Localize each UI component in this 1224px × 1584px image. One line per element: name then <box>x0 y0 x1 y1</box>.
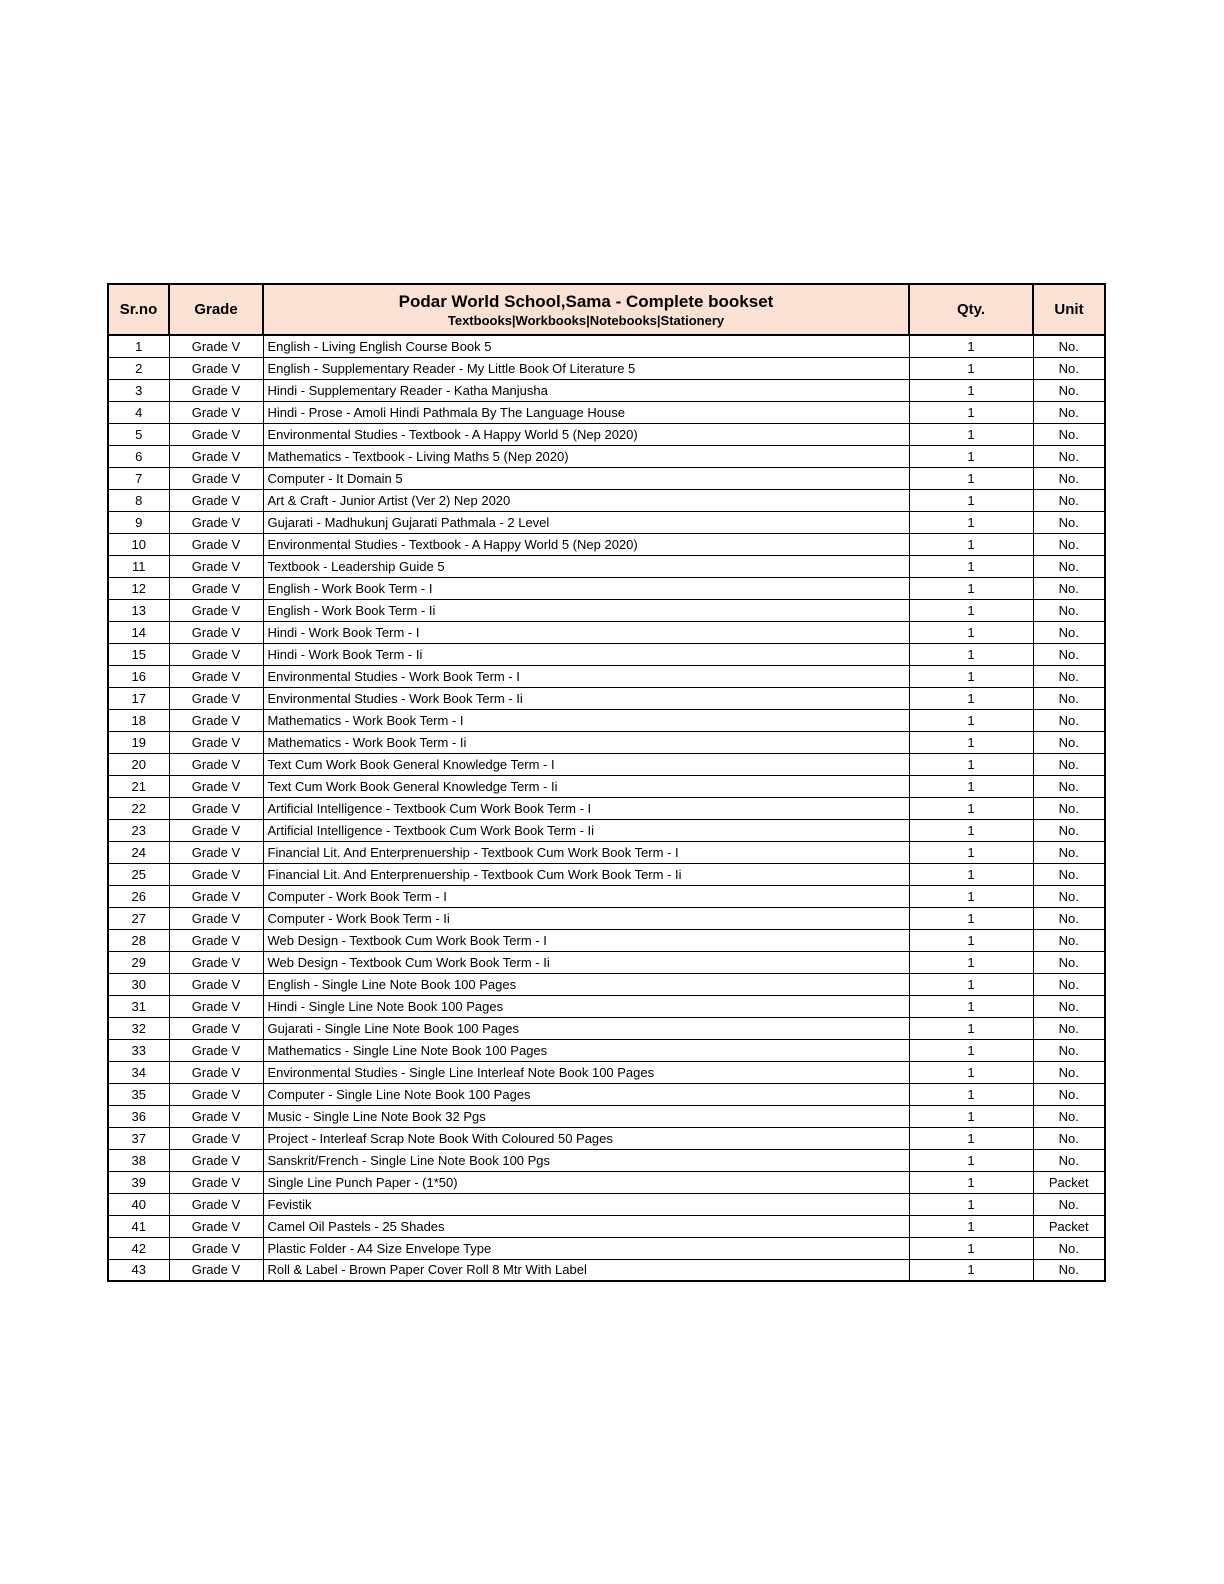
grade-cell: Grade V <box>169 885 263 907</box>
item-cell: Art & Craft - Junior Artist (Ver 2) Nep 2020 <box>263 489 909 511</box>
bookset-table <box>107 283 1106 1282</box>
table-row <box>108 621 1105 643</box>
item-cell: Artificial Intelligence - Textbook Cum Work Book Term - Ii <box>263 819 909 841</box>
qty-cell: 1 <box>909 1105 1033 1127</box>
qty-cell: 1 <box>909 687 1033 709</box>
table-row <box>108 1171 1105 1193</box>
unit-cell: No. <box>1033 775 1105 797</box>
table-row <box>108 665 1105 687</box>
grade-cell: Grade V <box>169 1149 263 1171</box>
item-cell: Sanskrit/French - Single Line Note Book 100 Pgs <box>263 1149 909 1171</box>
qty-cell: 1 <box>909 555 1033 577</box>
unit-cell: No. <box>1033 511 1105 533</box>
table-row <box>108 511 1105 533</box>
srno-cell: 8 <box>108 489 169 511</box>
item-cell: Computer - Single Line Note Book 100 Pages <box>263 1083 909 1105</box>
item-cell: Gujarati - Madhukunj Gujarati Pathmala - 2 Level <box>263 511 909 533</box>
unit-cell: No. <box>1033 863 1105 885</box>
grade-cell: Grade V <box>169 907 263 929</box>
grade-cell: Grade V <box>169 335 263 357</box>
grade-cell: Grade V <box>169 863 263 885</box>
qty-cell: 1 <box>909 841 1033 863</box>
item-cell: Hindi - Supplementary Reader - Katha Manjusha <box>263 379 909 401</box>
grade-cell: Grade V <box>169 511 263 533</box>
srno-cell: 28 <box>108 929 169 951</box>
item-cell: English - Living English Course Book 5 <box>263 335 909 357</box>
table-row <box>108 1017 1105 1039</box>
item-cell: Computer - Work Book Term - Ii <box>263 907 909 929</box>
qty-cell: 1 <box>909 489 1033 511</box>
table-row <box>108 951 1105 973</box>
qty-cell: 1 <box>909 445 1033 467</box>
grade-cell: Grade V <box>169 731 263 753</box>
qty-cell: 1 <box>909 907 1033 929</box>
item-cell: English - Work Book Term - I <box>263 577 909 599</box>
item-cell: Hindi - Prose - Amoli Hindi Pathmala By The Language House <box>263 401 909 423</box>
column-header-srno: Sr.no <box>108 284 169 335</box>
srno-cell: 23 <box>108 819 169 841</box>
table-row <box>108 929 1105 951</box>
column-header-grade: Grade <box>169 284 263 335</box>
grade-cell: Grade V <box>169 709 263 731</box>
table-row <box>108 1193 1105 1215</box>
item-cell: Textbook - Leadership Guide 5 <box>263 555 909 577</box>
table-row <box>108 401 1105 423</box>
item-cell: Environmental Studies - Textbook - A Happy World 5 (Nep 2020) <box>263 423 909 445</box>
srno-cell: 31 <box>108 995 169 1017</box>
item-cell: Music - Single Line Note Book 32 Pgs <box>263 1105 909 1127</box>
item-cell: Fevistik <box>263 1193 909 1215</box>
qty-cell: 1 <box>909 1039 1033 1061</box>
grade-cell: Grade V <box>169 401 263 423</box>
unit-cell: No. <box>1033 841 1105 863</box>
grade-cell: Grade V <box>169 1215 263 1237</box>
unit-cell: No. <box>1033 753 1105 775</box>
srno-cell: 15 <box>108 643 169 665</box>
unit-cell: No. <box>1033 973 1105 995</box>
table-row <box>108 995 1105 1017</box>
unit-cell: No. <box>1033 709 1105 731</box>
unit-cell: No. <box>1033 643 1105 665</box>
table-row <box>108 1149 1105 1171</box>
table-row <box>108 1039 1105 1061</box>
srno-cell: 6 <box>108 445 169 467</box>
item-cell: Financial Lit. And Enterprenuership - Textbook Cum Work Book Term - Ii <box>263 863 909 885</box>
qty-cell: 1 <box>909 929 1033 951</box>
item-cell: Financial Lit. And Enterprenuership - Textbook Cum Work Book Term - I <box>263 841 909 863</box>
qty-cell: 1 <box>909 577 1033 599</box>
unit-cell: No. <box>1033 621 1105 643</box>
srno-cell: 42 <box>108 1237 169 1259</box>
unit-cell: No. <box>1033 1017 1105 1039</box>
column-header-unit: Unit <box>1033 284 1105 335</box>
qty-cell: 1 <box>909 1149 1033 1171</box>
table-row <box>108 445 1105 467</box>
table-row <box>108 1259 1105 1281</box>
qty-cell: 1 <box>909 775 1033 797</box>
qty-cell: 1 <box>909 621 1033 643</box>
unit-cell: No. <box>1033 1105 1105 1127</box>
srno-cell: 37 <box>108 1127 169 1149</box>
qty-cell: 1 <box>909 599 1033 621</box>
grade-cell: Grade V <box>169 423 263 445</box>
unit-cell: No. <box>1033 379 1105 401</box>
unit-cell: No. <box>1033 929 1105 951</box>
srno-cell: 10 <box>108 533 169 555</box>
unit-cell: No. <box>1033 1193 1105 1215</box>
table-row <box>108 819 1105 841</box>
grade-cell: Grade V <box>169 841 263 863</box>
item-cell: Camel Oil Pastels - 25 Shades <box>263 1215 909 1237</box>
qty-cell: 1 <box>909 401 1033 423</box>
srno-cell: 9 <box>108 511 169 533</box>
grade-cell: Grade V <box>169 1039 263 1061</box>
table-row <box>108 489 1105 511</box>
unit-cell: No. <box>1033 577 1105 599</box>
srno-cell: 33 <box>108 1039 169 1061</box>
grade-cell: Grade V <box>169 819 263 841</box>
grade-cell: Grade V <box>169 929 263 951</box>
item-cell: Project - Interleaf Scrap Note Book With Coloured 50 Pages <box>263 1127 909 1149</box>
srno-cell: 43 <box>108 1259 169 1281</box>
unit-cell: No. <box>1033 533 1105 555</box>
table-row <box>108 335 1105 357</box>
qty-cell: 1 <box>909 335 1033 357</box>
item-cell: English - Supplementary Reader - My Little Book Of Literature 5 <box>263 357 909 379</box>
grade-cell: Grade V <box>169 753 263 775</box>
grade-cell: Grade V <box>169 951 263 973</box>
item-cell: Hindi - Work Book Term - I <box>263 621 909 643</box>
item-cell: Hindi - Work Book Term - Ii <box>263 643 909 665</box>
item-cell: Web Design - Textbook Cum Work Book Term - I <box>263 929 909 951</box>
unit-cell: Packet <box>1033 1171 1105 1193</box>
item-cell: Mathematics - Textbook - Living Maths 5 (Nep 2020) <box>263 445 909 467</box>
unit-cell: No. <box>1033 797 1105 819</box>
grade-cell: Grade V <box>169 665 263 687</box>
qty-cell: 1 <box>909 885 1033 907</box>
qty-cell: 1 <box>909 665 1033 687</box>
table-title: Podar World School,Sama - Complete bookset <box>398 291 774 311</box>
table-subtitle: Textbooks|Workbooks|Notebooks|Stationery <box>447 312 725 328</box>
table-body <box>108 335 1105 1281</box>
grade-cell: Grade V <box>169 621 263 643</box>
unit-cell: No. <box>1033 1259 1105 1281</box>
unit-cell: No. <box>1033 467 1105 489</box>
srno-cell: 14 <box>108 621 169 643</box>
unit-cell: No. <box>1033 1149 1105 1171</box>
qty-cell: 1 <box>909 643 1033 665</box>
table-row <box>108 357 1105 379</box>
table-row <box>108 577 1105 599</box>
table-row <box>108 467 1105 489</box>
unit-cell: No. <box>1033 819 1105 841</box>
srno-cell: 24 <box>108 841 169 863</box>
unit-cell: No. <box>1033 687 1105 709</box>
table-row <box>108 1061 1105 1083</box>
qty-cell: 1 <box>909 995 1033 1017</box>
item-cell: English - Work Book Term - Ii <box>263 599 909 621</box>
grade-cell: Grade V <box>169 1259 263 1281</box>
table-header <box>108 284 1105 335</box>
srno-cell: 19 <box>108 731 169 753</box>
srno-cell: 30 <box>108 973 169 995</box>
unit-cell: Packet <box>1033 1215 1105 1237</box>
srno-cell: 39 <box>108 1171 169 1193</box>
table-row <box>108 775 1105 797</box>
srno-cell: 41 <box>108 1215 169 1237</box>
grade-cell: Grade V <box>169 599 263 621</box>
grade-cell: Grade V <box>169 445 263 467</box>
unit-cell: No. <box>1033 951 1105 973</box>
grade-cell: Grade V <box>169 555 263 577</box>
item-cell: Computer - Work Book Term - I <box>263 885 909 907</box>
unit-cell: No. <box>1033 357 1105 379</box>
qty-cell: 1 <box>909 1237 1033 1259</box>
item-cell: Environmental Studies - Work Book Term - I <box>263 665 909 687</box>
srno-cell: 21 <box>108 775 169 797</box>
table-row <box>108 1215 1105 1237</box>
qty-cell: 1 <box>909 1017 1033 1039</box>
qty-cell: 1 <box>909 951 1033 973</box>
unit-cell: No. <box>1033 423 1105 445</box>
table-row <box>108 687 1105 709</box>
srno-cell: 32 <box>108 1017 169 1039</box>
srno-cell: 18 <box>108 709 169 731</box>
item-cell: Environmental Studies - Work Book Term - Ii <box>263 687 909 709</box>
qty-cell: 1 <box>909 1215 1033 1237</box>
unit-cell: No. <box>1033 401 1105 423</box>
table-row <box>108 907 1105 929</box>
table-row <box>108 1237 1105 1259</box>
table-row <box>108 379 1105 401</box>
qty-cell: 1 <box>909 1127 1033 1149</box>
qty-cell: 1 <box>909 1259 1033 1281</box>
item-cell: Artificial Intelligence - Textbook Cum Work Book Term - I <box>263 797 909 819</box>
unit-cell: No. <box>1033 665 1105 687</box>
column-header-title <box>263 284 909 335</box>
grade-cell: Grade V <box>169 643 263 665</box>
qty-cell: 1 <box>909 1083 1033 1105</box>
item-cell: Gujarati - Single Line Note Book 100 Pages <box>263 1017 909 1039</box>
item-cell: Environmental Studies - Single Line Interleaf Note Book 100 Pages <box>263 1061 909 1083</box>
column-header-qty: Qty. <box>909 284 1033 335</box>
unit-cell: No. <box>1033 489 1105 511</box>
item-cell: Environmental Studies - Textbook - A Happy World 5 (Nep 2020) <box>263 533 909 555</box>
qty-cell: 1 <box>909 819 1033 841</box>
table-row <box>108 797 1105 819</box>
unit-cell: No. <box>1033 995 1105 1017</box>
grade-cell: Grade V <box>169 687 263 709</box>
table-row <box>108 555 1105 577</box>
srno-cell: 3 <box>108 379 169 401</box>
unit-cell: No. <box>1033 1127 1105 1149</box>
qty-cell: 1 <box>909 357 1033 379</box>
unit-cell: No. <box>1033 335 1105 357</box>
unit-cell: No. <box>1033 907 1105 929</box>
grade-cell: Grade V <box>169 797 263 819</box>
qty-cell: 1 <box>909 467 1033 489</box>
table-row <box>108 885 1105 907</box>
srno-cell: 4 <box>108 401 169 423</box>
table-row <box>108 753 1105 775</box>
table-row <box>108 643 1105 665</box>
table-row <box>108 423 1105 445</box>
srno-cell: 40 <box>108 1193 169 1215</box>
srno-cell: 25 <box>108 863 169 885</box>
qty-cell: 1 <box>909 379 1033 401</box>
qty-cell: 1 <box>909 797 1033 819</box>
srno-cell: 38 <box>108 1149 169 1171</box>
grade-cell: Grade V <box>169 1061 263 1083</box>
grade-cell: Grade V <box>169 379 263 401</box>
qty-cell: 1 <box>909 709 1033 731</box>
grade-cell: Grade V <box>169 775 263 797</box>
item-cell: English - Single Line Note Book 100 Pages <box>263 973 909 995</box>
item-cell: Mathematics - Work Book Term - I <box>263 709 909 731</box>
grade-cell: Grade V <box>169 1105 263 1127</box>
table-row <box>108 1083 1105 1105</box>
unit-cell: No. <box>1033 555 1105 577</box>
qty-cell: 1 <box>909 731 1033 753</box>
table-header-row <box>108 284 1105 335</box>
grade-cell: Grade V <box>169 1127 263 1149</box>
srno-cell: 2 <box>108 357 169 379</box>
item-cell: Text Cum Work Book General Knowledge Term - I <box>263 753 909 775</box>
srno-cell: 36 <box>108 1105 169 1127</box>
srno-cell: 34 <box>108 1061 169 1083</box>
table-row <box>108 533 1105 555</box>
unit-cell: No. <box>1033 599 1105 621</box>
srno-cell: 5 <box>108 423 169 445</box>
grade-cell: Grade V <box>169 533 263 555</box>
srno-cell: 1 <box>108 335 169 357</box>
table-row <box>108 709 1105 731</box>
srno-cell: 16 <box>108 665 169 687</box>
srno-cell: 12 <box>108 577 169 599</box>
item-cell: Web Design - Textbook Cum Work Book Term - Ii <box>263 951 909 973</box>
grade-cell: Grade V <box>169 577 263 599</box>
grade-cell: Grade V <box>169 1193 263 1215</box>
qty-cell: 1 <box>909 423 1033 445</box>
item-cell: Mathematics - Work Book Term - Ii <box>263 731 909 753</box>
item-cell: Single Line Punch Paper - (1*50) <box>263 1171 909 1193</box>
unit-cell: No. <box>1033 731 1105 753</box>
qty-cell: 1 <box>909 1171 1033 1193</box>
grade-cell: Grade V <box>169 1017 263 1039</box>
srno-cell: 29 <box>108 951 169 973</box>
table-row <box>108 731 1105 753</box>
qty-cell: 1 <box>909 1193 1033 1215</box>
table-row <box>108 1105 1105 1127</box>
qty-cell: 1 <box>909 863 1033 885</box>
table-row <box>108 863 1105 885</box>
srno-cell: 11 <box>108 555 169 577</box>
qty-cell: 1 <box>909 533 1033 555</box>
item-cell: Roll & Label - Brown Paper Cover Roll 8 Mtr With Label <box>263 1259 909 1281</box>
unit-cell: No. <box>1033 1039 1105 1061</box>
grade-cell: Grade V <box>169 489 263 511</box>
qty-cell: 1 <box>909 1061 1033 1083</box>
unit-cell: No. <box>1033 1083 1105 1105</box>
item-cell: Hindi - Single Line Note Book 100 Pages <box>263 995 909 1017</box>
srno-cell: 22 <box>108 797 169 819</box>
item-cell: Mathematics - Single Line Note Book 100 Pages <box>263 1039 909 1061</box>
item-cell: Computer - It Domain 5 <box>263 467 909 489</box>
table-row <box>108 1127 1105 1149</box>
grade-cell: Grade V <box>169 995 263 1017</box>
grade-cell: Grade V <box>169 1083 263 1105</box>
grade-cell: Grade V <box>169 1171 263 1193</box>
qty-cell: 1 <box>909 511 1033 533</box>
srno-cell: 26 <box>108 885 169 907</box>
unit-cell: No. <box>1033 445 1105 467</box>
srno-cell: 7 <box>108 467 169 489</box>
table-row <box>108 599 1105 621</box>
srno-cell: 35 <box>108 1083 169 1105</box>
srno-cell: 20 <box>108 753 169 775</box>
srno-cell: 27 <box>108 907 169 929</box>
qty-cell: 1 <box>909 973 1033 995</box>
table-row <box>108 973 1105 995</box>
srno-cell: 13 <box>108 599 169 621</box>
grade-cell: Grade V <box>169 357 263 379</box>
srno-cell: 17 <box>108 687 169 709</box>
unit-cell: No. <box>1033 1061 1105 1083</box>
item-cell: Plastic Folder - A4 Size Envelope Type <box>263 1237 909 1259</box>
unit-cell: No. <box>1033 885 1105 907</box>
grade-cell: Grade V <box>169 973 263 995</box>
grade-cell: Grade V <box>169 1237 263 1259</box>
item-cell: Text Cum Work Book General Knowledge Term - Ii <box>263 775 909 797</box>
grade-cell: Grade V <box>169 467 263 489</box>
table-row <box>108 841 1105 863</box>
unit-cell: No. <box>1033 1237 1105 1259</box>
qty-cell: 1 <box>909 753 1033 775</box>
